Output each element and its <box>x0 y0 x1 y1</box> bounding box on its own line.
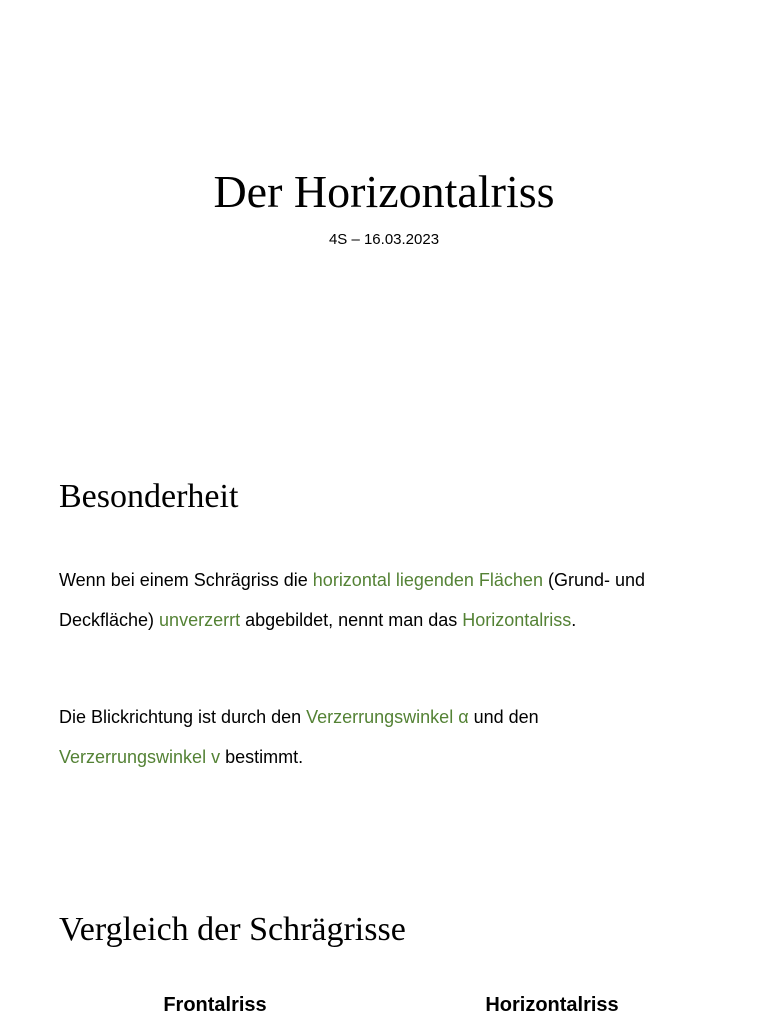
paragraph-definition <box>59 560 719 640</box>
paragraph-text: und den <box>468 707 539 727</box>
page-subtitle: 4S – 16.03.2023 <box>328 231 440 248</box>
highlight-term: unverzerrt <box>159 610 241 630</box>
page-title: Der Horizontalriss <box>213 166 555 217</box>
paragraph-text: (Grund- und Deckfläche) <box>59 570 646 630</box>
section-heading-besonderheit: Besonderheit <box>59 478 239 515</box>
highlight-term: Verzerrungswinkel α <box>306 707 469 727</box>
highlight-term: Verzerrungswinkel v <box>59 747 221 767</box>
column-label-horizontalriss: Horizontalriss <box>485 994 619 1016</box>
paragraph-text: . <box>571 610 577 630</box>
paragraph-viewing-direction <box>59 697 719 777</box>
paragraph-text: Die Blickrichtung ist durch den <box>59 707 307 727</box>
paragraph-text: Wenn bei einem Schrägriss die <box>59 570 313 590</box>
highlight-term: horizontal liegenden Flächen <box>312 570 543 590</box>
section-heading-vergleich: Vergleich der Schrägrisse <box>59 911 406 948</box>
paragraph-text: bestimmt. <box>220 747 304 767</box>
paragraph-text: abgebildet, nennt man das <box>240 610 463 630</box>
column-label-frontalriss: Frontalriss <box>163 994 267 1016</box>
highlight-term: Horizontalriss <box>462 610 572 630</box>
